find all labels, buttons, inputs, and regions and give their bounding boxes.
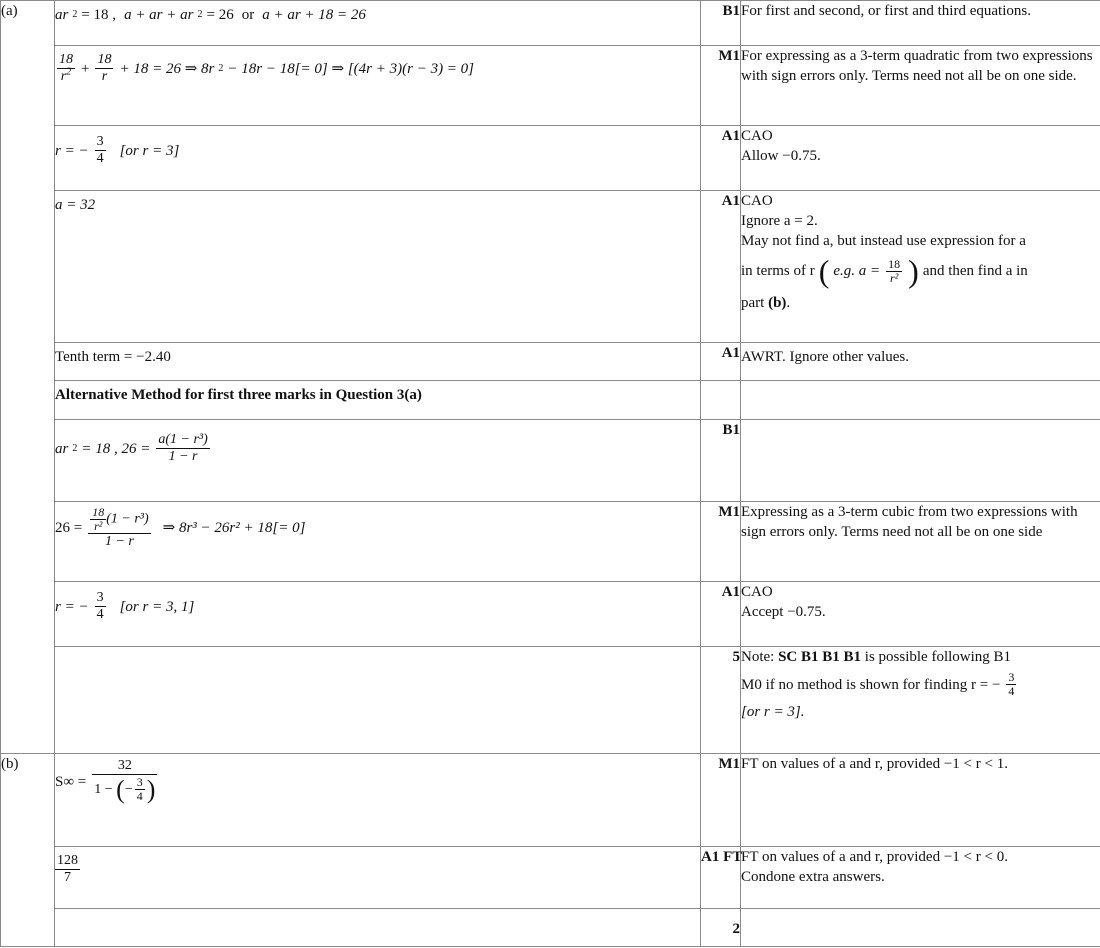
table-row — [1, 909, 1100, 947]
table-row — [1, 647, 1100, 754]
working-cell: r = − $\frac{3}{4}$ [or r = 3] — [55, 126, 701, 191]
mark-cell — [701, 381, 741, 420]
mark-cell: M1 — [701, 46, 741, 126]
mark-cell: A1 FT — [701, 847, 741, 909]
table-row — [1, 847, 1100, 909]
mark-cell: A1 — [701, 343, 741, 381]
guidance-cell — [741, 381, 1100, 420]
guidance-cell: CAO Allow −0.75. — [741, 126, 1100, 191]
working-cell: r = − $\frac{3}{4}$ [or r = 3, 1] — [55, 582, 701, 647]
working-cell: a = 32 — [55, 191, 701, 343]
table-row — [1, 420, 1100, 502]
total-mark-cell: 5 — [701, 647, 741, 754]
guidance-cell: CAO Ignore a = 2. May not find a, but instead use expression for a in terms of r ( e.g. a = $\frac{18}{\text{r²}}$ ) and then find a in part (b). — [741, 191, 1100, 343]
mark-cell: A1 — [701, 126, 741, 191]
guidance-cell: CAO Accept −0.75. — [741, 582, 1100, 647]
guidance-cell: FT on values of a and r, provided −1 < r < 1. — [741, 754, 1100, 847]
working-cell — [55, 647, 701, 754]
guidance-cell: Expressing as a 3-term cubic from two expressions with sign errors only. Terms need not all be on one side — [741, 502, 1100, 582]
table-row — [1, 582, 1100, 647]
working-cell: 26 = $\frac{18}{\text{r²}}$ (1 − r³) 1 − r ⇒ 8r³ − 26r² + 18[= 0] — [55, 502, 701, 582]
guidance-cell: Note: SC B1 B1 B1 is possible following B1 M0 if no method is shown for finding r = − $\frac{3}{4}$ [or r = 3]. — [741, 647, 1100, 754]
guidance-cell: For first and second, or first and third equations. — [741, 1, 1100, 46]
total-mark-cell: 2 — [701, 909, 741, 947]
guidance-cell: AWRT. Ignore other values. — [741, 343, 1100, 381]
guidance-cell: For expressing as a 3-term quadratic from two expressions with sign errors only. Terms need not all be on one side. — [741, 46, 1100, 126]
working-cell — [55, 909, 701, 947]
working-cell: S∞ = 32 1 − (− $\frac{3}{4}$ ) — [55, 754, 701, 847]
part-label-a: (a) — [1, 1, 55, 754]
guidance-cell: FT on values of a and r, provided −1 < r < 0. Condone extra answers. — [741, 847, 1100, 909]
fraction-den: $r^2$ — [60, 66, 72, 84]
mark-cell: A1 — [701, 582, 741, 647]
mark-cell: A1 — [701, 191, 741, 343]
table-row — [1, 754, 1100, 847]
table-row — [1, 191, 1100, 343]
mark-cell: B1 — [701, 420, 741, 502]
mark-cell: M1 — [701, 502, 741, 582]
table-row — [1, 1, 1100, 46]
guidance-cell — [741, 909, 1100, 947]
mark-cell: B1 — [701, 1, 741, 46]
working-cell: Tenth term = −2.40 — [55, 343, 701, 381]
table-row — [1, 343, 1100, 381]
working-cell: $\frac{128}{7}$ — [55, 847, 701, 909]
alternative-method-heading: Alternative Method for first three marks in Question 3(a) — [55, 381, 701, 420]
working-cell: $\frac{18}{r^2}$ + $\frac{18}{r}$ + 18 = 26 ⇒ 8r 2 − 18r − 18[= 0] ⇒ [(4r + 3)(r − 3) = 0] — [55, 46, 701, 126]
table-row — [1, 381, 1100, 420]
mark-cell: M1 — [701, 754, 741, 847]
working-cell: ar 2 = 18 , a + ar + ar 2 = 26 or a + ar + 18 = 26 — [55, 1, 701, 46]
table-row — [1, 502, 1100, 582]
table-row — [1, 126, 1100, 191]
part-label-b: (b) — [1, 754, 55, 947]
guidance-cell — [741, 420, 1100, 502]
table-row — [1, 46, 1100, 126]
working-cell: ar 2 = 18 , 26 = $\frac{\text{a(1 − r³)}}{1 - r}$ — [55, 420, 701, 502]
